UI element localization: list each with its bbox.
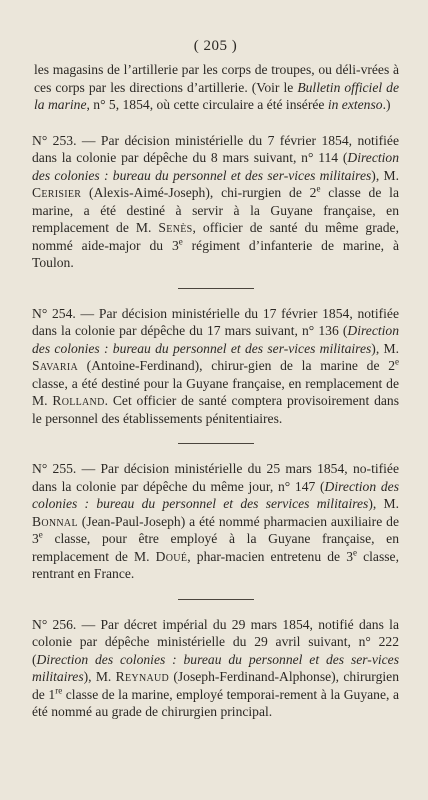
entry-number: N° 253. [32, 132, 77, 148]
entry-256: N° 256. — Par décret impérial du 29 mars 1854, notifié dans la colonie par dépêche ministérielle du 29 avril suivant, n° 222 (Direction des colonies : bureau du personnel et des ser-vices militaires), M. Reynaud (Joseph-Ferdinand-Alphonse), chirurgien de 1re classe de la marine, employé temporai-rement à la Guyane, a été nommé au grade de chirurgien principal. [32, 616, 400, 719]
person-name: Bonnal [32, 513, 78, 529]
entry-254: N° 254. — Par décision ministérielle du 17 février 1854, notifiée dans la colonie par dépêche du 17 mars suivant, n° 136 (Direction des colonies : bureau du personnel et des ser-vices militaires), M. Savaria (Antoine-Ferdinand), chirur-gien de la marine de 2e classe, a été destiné pour la Guyane française, en remplacement de M. Rolland. Cet officier de santé comptera provisoirement dans le personnel des établissements pénitentiaires. [32, 305, 399, 426]
person-name: Cerisier [32, 185, 82, 200]
entry-direction: Direction des colonies : bureau du personnel et des ser-vices militaires [32, 651, 399, 684]
separator-rule [178, 443, 254, 444]
entry-direction: Direction des colonies : bureau du personnel et des ser-vices militaires [32, 323, 399, 356]
entry-255: N° 255. — Par décision ministérielle du 25 mars 1854, no-tifiée dans la colonie par dépêche du même jour, n° 147 (Direction des colonies : bureau du personnel et des services militaires), M. Bonnal (Jean-Paul-Joseph) a été nommé pharmacien auxiliaire de 3e classe, pour être employé à la Guyane française, en remplacement de M. Doué, phar-macien entretenu de 3e classe, rentrant en France. [32, 461, 399, 581]
entry-number: N° 254. [32, 305, 76, 321]
person-name: Doué [155, 548, 188, 564]
person-name: Reynaud [115, 669, 170, 684]
entry-direction: Direction des colonies : bureau du personnel et des services militaires [32, 478, 399, 511]
person-name: Senès [158, 220, 193, 235]
person-name: Savaria [32, 358, 78, 373]
entry-number: N° 256. [32, 616, 77, 632]
person-name: Rolland [52, 393, 105, 408]
separator-rule [178, 288, 254, 289]
entry-number: N° 255. [32, 461, 77, 476]
entry-253: N° 253. — Par décision ministérielle du 7 février 1854, notifiée dans la colonie par dépêche du 8 mars suivant, n° 114 (Direction des colonies : bureau du personnel et des ser-vices militaires), M. Cerisier (Alexis-Aimé-Joseph), chi-rurgien de 2e classe de la marine, a été destiné à servir à la Guyane française, en remplacement de M. Senès, officier de santé du même grade, nommé aide-major du 3e régiment d’infanterie de marine, à Toulon. [32, 132, 399, 270]
entry-direction: Direction des colonies : bureau du personnel et des ser-vices militaires [32, 150, 399, 183]
continuation-paragraph: les magasins de l’artillerie par les corps de troupes, ou déli-vrées à ces corps par les directions d’artillerie. (Voir le Bulletin officiel de la marine, n° 5, 1854, où cette circulaire a été insérée in extenso.) [34, 62, 399, 112]
page-number: ( 205 ) [193, 38, 238, 54]
separator-rule [178, 599, 254, 600]
